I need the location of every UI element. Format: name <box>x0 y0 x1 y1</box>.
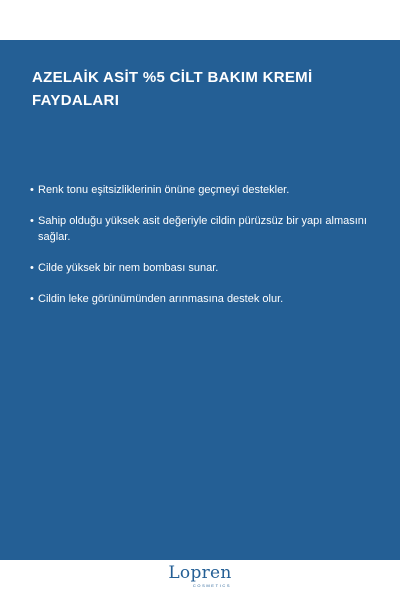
benefit-item <box>30 260 375 276</box>
benefit-item <box>30 213 375 245</box>
benefit-item <box>30 182 375 198</box>
bullet-icon: • <box>30 293 34 305</box>
benefit-text: Sahip olduğu yüksek asit değeriyle cildin pürüzsüz bir yapı almasını sağlar. <box>38 215 367 243</box>
bullet-icon: • <box>30 215 34 227</box>
benefit-text: Cilde yüksek bir nem bombası sunar. <box>38 262 219 274</box>
panel-title: AZELAİK ASİT %5 CİLT BAKIM KREMİ FAYDALARI <box>32 69 313 109</box>
benefits-panel <box>0 40 400 560</box>
brand-logo <box>0 563 400 588</box>
bullet-icon: • <box>30 262 34 274</box>
bullet-icon: • <box>30 184 34 196</box>
benefit-text: Cildin leke görünümünden arınmasına destek olur. <box>38 293 284 305</box>
benefits-list <box>30 182 375 322</box>
brand-subtitle: COSMETICS <box>192 583 232 588</box>
benefit-item <box>30 291 375 307</box>
brand-name: Lopren <box>168 563 232 583</box>
benefit-text: Renk tonu eşitsizliklerinin önüne geçmeyi destekler. <box>38 184 290 196</box>
